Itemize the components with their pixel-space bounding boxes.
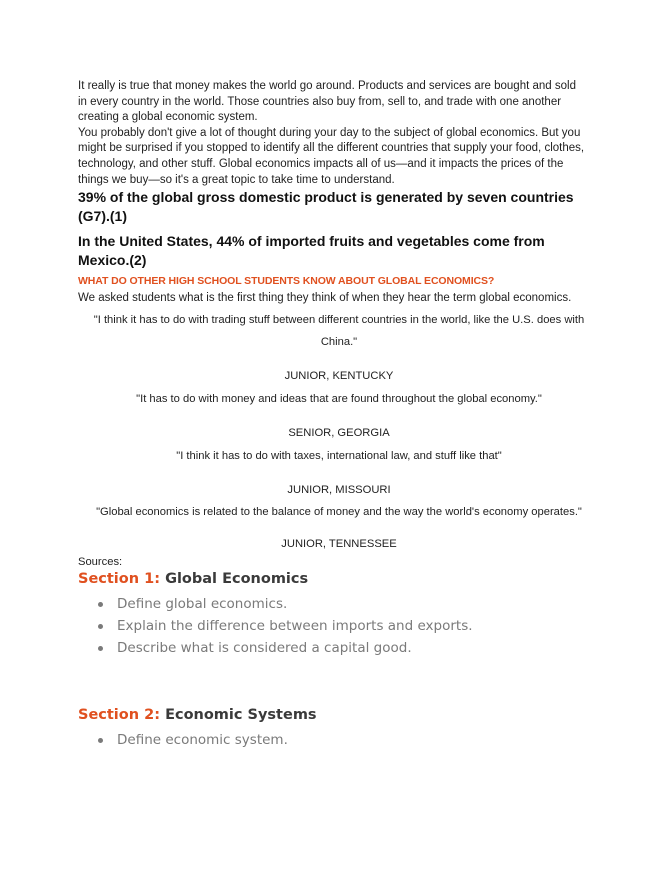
document-page	[78, 79, 588, 751]
quote-tennessee: "Global economics is related to the balance of money and the way the world's economy operates."	[96, 505, 582, 518]
section-1-label: Section 1:	[78, 570, 160, 587]
attribution-kentucky: JUNIOR, KENTUCKY	[284, 369, 394, 382]
stat-imports: In the United States, 44% of imported fruits and vegetables come from Mexico.(2)	[78, 233, 545, 269]
bullet-icon	[98, 624, 103, 629]
bullet-icon	[98, 646, 103, 651]
stat-gdp: 39% of the global gross domestic product is generated by seven countries (G7).(1)	[78, 189, 574, 225]
list-item-text: Define economic system.	[117, 731, 288, 748]
section-1-bullet-list	[78, 593, 588, 659]
survey-heading: WHAT DO OTHER HIGH SCHOOL STUDENTS KNOW ABOUT GLOBAL ECONOMICS?	[78, 275, 495, 288]
intro-paragraph-2: You probably don't give a lot of thought during your day to the subject of global economics. But you might be surprised if you stopped to identify all the different countries that supply your food, clothes, technology, and other stuff. Global economics impacts all of us—and it impacts the prices of the things we buy—so it's a great topic to take time to understand.	[78, 126, 585, 186]
list-item-text: Define global economics.	[117, 595, 288, 612]
intro-paragraph-1: It really is true that money makes the world go around. Products and services are bought and sold in every country in the world. Those countries also buy from, sell to, and trade with one another creating a global economic system.	[78, 80, 576, 124]
attribution-missouri: JUNIOR, MISSOURI	[287, 483, 391, 496]
quote-kentucky: "I think it has to do with trading stuff between different countries in the world, like the U.S. does with China."	[93, 313, 585, 348]
list-item-text: Explain the difference between imports and exports.	[117, 617, 473, 634]
survey-intro: We asked students what is the first thing they think of when they hear the term global economics.	[78, 292, 572, 305]
list-item	[98, 729, 588, 751]
list-item	[98, 637, 588, 659]
attribution-tennessee: JUNIOR, TENNESSEE	[281, 537, 397, 550]
list-item-text: Describe what is considered a capital good.	[117, 639, 412, 656]
section-2-label: Section 2:	[78, 706, 160, 723]
list-item	[98, 593, 588, 615]
section-1-title: Global Economics	[165, 570, 309, 587]
list-item	[98, 615, 588, 637]
bullet-icon	[98, 738, 103, 743]
section-2-bullet-list	[78, 729, 588, 751]
section-1-heading	[78, 571, 588, 587]
section-2-heading	[78, 707, 588, 723]
sources-label: Sources:	[78, 555, 123, 568]
quote-georgia: "It has to do with money and ideas that are found throughout the global economy."	[136, 392, 542, 405]
section-2-title: Economic Systems	[165, 706, 317, 723]
bullet-icon	[98, 602, 103, 607]
quote-missouri: "I think it has to do with taxes, international law, and stuff like that"	[176, 449, 502, 462]
attribution-georgia: SENIOR, GEORGIA	[288, 426, 390, 439]
